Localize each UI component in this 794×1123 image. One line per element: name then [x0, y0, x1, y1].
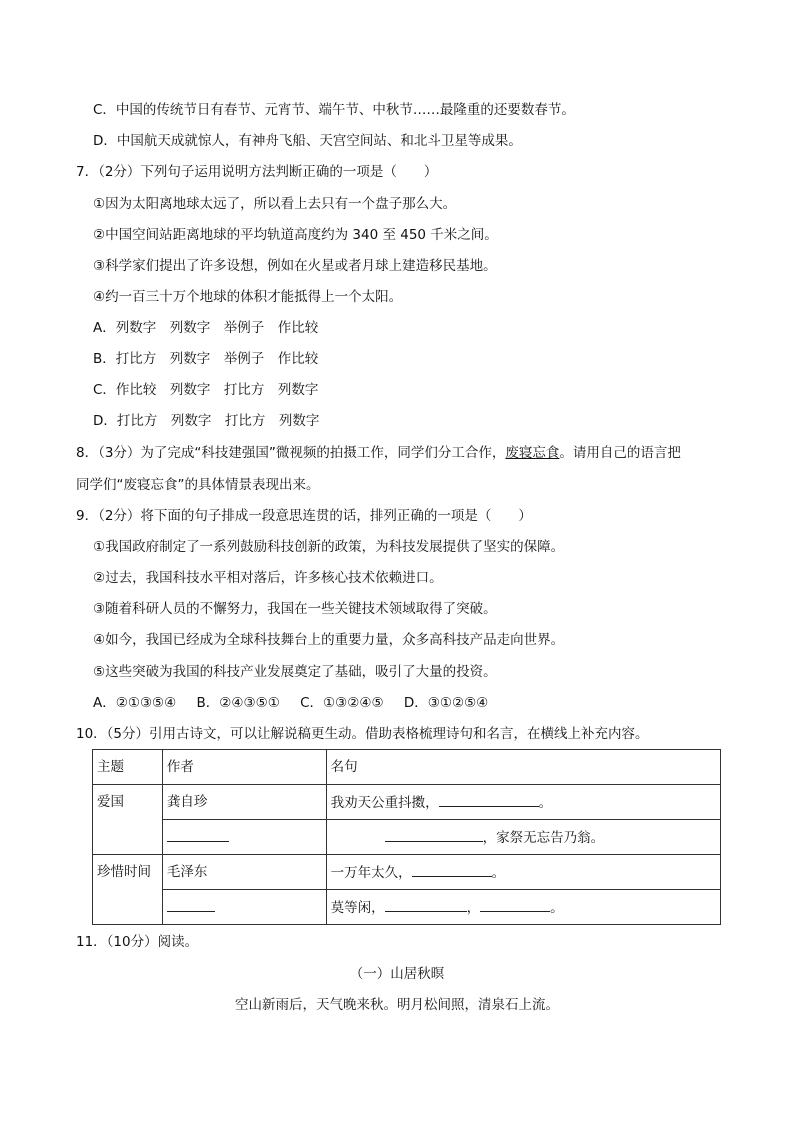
q8-line-1 [76, 444, 681, 462]
q9-option-d: D．③①②⑤④ [403, 695, 489, 711]
quote-cell-3 [326, 855, 720, 890]
table-header-row [93, 750, 721, 785]
q7-option-d: D．打比方 列数字 打比方 列数字 [93, 413, 320, 429]
quote-1-text: 我劝天公重抖擞， [330, 795, 439, 811]
q8-text-post: 。请用自己的语言把 [559, 445, 681, 461]
quote-2-text: ，家祭无忘告乃翁。 [482, 830, 605, 846]
table-row [93, 820, 721, 855]
poem-line: 空山新雨后，天气晚来秋。明月松间照，清泉石上流。 [235, 997, 559, 1013]
author-cell: 龚自珍 [162, 785, 326, 820]
q7-sentence-4: ④约一百三十万个地球的体积才能抵得上一个太阳。 [93, 289, 403, 305]
q6-option-d: D．中国航天成就惊人，有神舟飞船、天宫空间站、和北斗卫星等成果。 [93, 133, 522, 149]
q9-sentence-4: ④如今，我国已经成为全球科技舞台上的重要力量，众多高科技产品走向世界。 [93, 632, 565, 648]
q9-option-c: C．①③②④⑤ [300, 695, 384, 711]
table-row [93, 855, 721, 890]
header-quote: 名句 [326, 750, 720, 785]
q7-sentence-1: ①因为太阳离地球太远了，所以看上去只有一个盘子那么大。 [93, 196, 457, 212]
quote-3-end: 。 [491, 865, 506, 881]
q7-sentence-3: ③科学家们提出了许多设想，例如在火星或者月球上建造移民基地。 [93, 258, 497, 274]
q7-option-c: C．作比较 列数字 打比方 列数字 [93, 382, 319, 398]
header-author: 作者 [162, 750, 326, 785]
quote-cell-2 [326, 820, 720, 855]
answer-blank[interactable] [439, 792, 539, 807]
q9-stem: 9．（2分）将下面的句子排成一段意思连贯的话，排列正确的一项是（ ） [76, 508, 532, 524]
author-cell-blank [162, 820, 326, 855]
q9-sentence-1: ①我国政府制定了一系列鼓励科技创新的政策，为科技发展提供了坚实的保障。 [93, 539, 565, 555]
q7-option-a: A．列数字 列数字 举例子 作比较 [93, 320, 319, 336]
q9-option-b: B．②④③⑤① [196, 695, 280, 711]
q6-option-c: C．中国的传统节日有春节、元宵节、端午节、中秋节……最隆重的还要数春节。 [93, 102, 575, 118]
poem-title: （一）山居秋暝 [349, 966, 445, 982]
table-row [93, 890, 721, 925]
q7-option-b: B．打比方 列数字 举例子 作比较 [93, 351, 319, 367]
quote-4-text: 莫等闲， [330, 900, 385, 916]
quote-1-end: 。 [538, 795, 553, 811]
q9-options [93, 694, 504, 712]
q8-underlined-idiom: 废寝忘食 [505, 445, 560, 461]
q10-stem: 10．（5分）引用古诗文，可以让解说稿更生动。借助表格梳理诗句和名言，在横线上补充内容。 [76, 726, 649, 742]
quote-table [92, 749, 721, 925]
table-row [93, 785, 721, 820]
author-cell: 毛泽东 [162, 855, 326, 890]
answer-blank[interactable] [412, 862, 492, 877]
q8-line-2: 同学们“废寝忘食”的具体情景表现出来。 [76, 477, 320, 493]
q7-stem: 7．（2分）下列句子运用说明方法判断正确的一项是（ ） [76, 164, 438, 180]
q9-sentence-3: ③随着科研人员的不懈努力，我国在一些关键技术领域取得了突破。 [93, 601, 497, 617]
answer-blank[interactable] [385, 827, 483, 842]
topic-cherish-time: 珍惜时间 [93, 855, 163, 925]
q8-text-pre: 8．（3分）为了完成“科技建强国”微视频的拍摄工作，同学们分工合作， [76, 445, 506, 461]
q9-option-a: A．②①③⑤④ [93, 695, 177, 711]
quote-3-text: 一万年太久， [330, 865, 412, 881]
q9-sentence-2: ②过去，我国科技水平相对落后，许多核心技术依赖进口。 [93, 570, 443, 586]
answer-blank[interactable] [480, 897, 550, 912]
answer-blank[interactable] [385, 897, 467, 912]
quote-cell-4 [326, 890, 720, 925]
q7-sentence-2: ②中国空间站距离地球的平均轨道高度约为 340 至 450 千米之间。 [93, 227, 498, 243]
topic-patriotism: 爱国 [93, 785, 163, 855]
header-topic: 主题 [93, 750, 163, 785]
answer-blank[interactable] [167, 827, 229, 842]
q11-stem: 11．（10分）阅读。 [76, 934, 199, 950]
q9-sentence-5: ⑤这些突破为我国的科技产业发展奠定了基础，吸引了大量的投资。 [93, 664, 497, 680]
quote-4-mid: ， [466, 900, 481, 916]
author-cell-blank [162, 890, 326, 925]
quote-cell-1 [326, 785, 720, 820]
answer-blank[interactable] [167, 897, 215, 912]
quote-4-end: 。 [550, 900, 564, 916]
